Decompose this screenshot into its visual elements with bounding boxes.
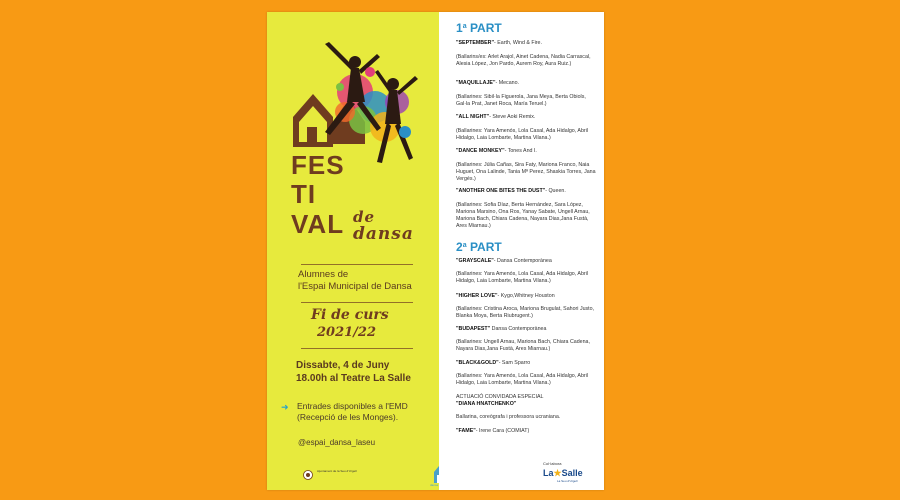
divider-bottom (301, 348, 413, 349)
title-word-2: TI (291, 179, 317, 209)
song-artist: Dansa Contemporànea (490, 326, 547, 332)
dancers-list: (Ballarines: Sibil·la Figuerola, Jana Meya, Berta Obiols, Gal·la Prat, Janet Roca, María Teruel.) (456, 94, 586, 108)
title-word-1: FES (291, 150, 345, 180)
event-date (296, 359, 436, 385)
song-entry (456, 80, 600, 87)
dancers-list: (Ballarines: Cristina Aroca, Mariona Brugulat, Sahori Justo, Blanka Moya, Berta Riubrugent.) (456, 306, 595, 320)
course-year: 2021/22 (317, 325, 377, 340)
song-title: "HIGHER LOVE" (456, 293, 498, 299)
part-2-sup: a (462, 242, 467, 249)
song-title: "GRAYSCALE" (456, 258, 494, 264)
part-1-sup: a (462, 23, 467, 30)
star-icon: ★ (553, 468, 562, 478)
tickets-line-1: Entrades disponibles a l'EMD (297, 401, 408, 411)
divider-middle (301, 302, 413, 303)
city-seal-text: Ajuntament de la Seu d'Urgell (317, 469, 357, 473)
part-1-heading (456, 21, 502, 35)
song-artist: - Earth, Wind & Fire. (494, 40, 542, 46)
fi-de-curs: Fi de curs (311, 307, 389, 323)
title-de: de (353, 208, 376, 226)
song-entry (456, 40, 600, 47)
song-title: "ALL NIGHT" (456, 114, 490, 120)
guest-name: "DIANA HNATCHENKO" (456, 401, 517, 407)
divider-top (301, 264, 413, 265)
song-artist: - Queen. (545, 188, 566, 194)
date-line-1: Dissabte, 4 de Juny (296, 360, 390, 371)
song-artist: - Kygo,Whitney Houston (497, 293, 555, 299)
song-artist: - Mecano. (495, 80, 520, 86)
tickets-line-2: (Recepció de les Monges). (297, 412, 399, 423)
song-entry (456, 428, 600, 435)
la-salle-subtitle: La Seu d'Urgell (557, 479, 578, 483)
dancers-list: (Ballarines: Yara Amenós, Lola Casal, Ada Hidalgo, Abril Hidalgo, Laia Lombarte, Martina Vilana.) (456, 128, 589, 142)
dancers-list: (Ballarines: Júlia Cañas, Sira Faty, Mariona Franco, Naia Huguet, Ona Lalinde, Tania Mª Perez, Shaskia Torres, Jana Vergés.) (456, 162, 596, 183)
song-entry (456, 360, 600, 367)
date-line-2: 18.00h al Teatre La Salle (296, 373, 411, 384)
instagram-handle[interactable]: @espai_dansa_laseu (298, 438, 376, 447)
song-entry (456, 401, 600, 408)
la-salle-name: Salle (561, 468, 583, 478)
title-dansa: dansa (353, 224, 414, 244)
title-word-3: VAL (291, 209, 345, 239)
program-panel (439, 12, 604, 490)
song-entry (456, 188, 600, 195)
song-title: "SEPTEMBER" (456, 40, 494, 46)
arrow-right-icon: ➜ (281, 402, 289, 412)
dancers-list: (Ballarines: Yara Amenós, Lola Casal, Ada Hidalgo, Abril Hidalgo, Laia Lombarte, Martina Vilana.) (456, 271, 589, 285)
song-title: "FAME" (456, 428, 476, 434)
tickets-info (297, 401, 437, 423)
song-title: "DANCE MONKEY" (456, 148, 505, 154)
song-artist: - Steve Aoki Remix. (489, 114, 536, 120)
song-title: "MAQUILLAJE" (456, 80, 496, 86)
part-2-heading (456, 240, 502, 254)
dancers-list: (Ballarins/es: Arlet Arajol, Ainet Cadena, Nadia Carrascal, Alesia López, Jon Pardo, Aurem Roy, Aura Ruiz.) (456, 54, 591, 68)
song-entry (456, 114, 600, 121)
song-artist: - Dansa Contemporànea (493, 258, 552, 264)
song-title: "BLACK&GOLD" (456, 360, 499, 366)
song-artist: - Tones And I. (504, 148, 537, 154)
dancers-list: (Ballarines: Ungell Arnau, Mariona Bach, Chiara Cadena, Nayara Dias,Jana Fustà, Ares Miarnau.) (456, 339, 590, 353)
collabora-label: Col·labora (543, 461, 562, 466)
students-line-2: l'Espai Municipal de Dansa (298, 281, 412, 293)
song-entry (456, 258, 600, 265)
part-2-word: PART (469, 240, 502, 254)
song-title: "BUDAPEST" (456, 326, 491, 332)
song-entry (456, 293, 600, 300)
dancers-list: (Ballarines: Yara Amenós, Lola Casal, Ada Hidalgo, Abril Hidalgo, Laia Lombarte, Martina Vilana.) (456, 373, 589, 387)
song-entry (456, 326, 600, 333)
event-poster (267, 12, 604, 490)
students-line-1: Alumnes de (298, 269, 349, 280)
dancers-list: (Ballarines: Sofia Díaz, Berta Hernández, Sara López, Mariona Marsino, Ona Ros, Yanay Sabate, Ungell Arnau, Mariona Bach, Chiara Cadena, Nayara Dias,Jana Fustà, Ares Miarnau.) (456, 202, 590, 230)
la-salle-la: La (543, 468, 554, 478)
part-1-number: 1 (456, 21, 463, 35)
la-salle-logo (543, 468, 583, 479)
dansa-logo-text: dansa (430, 483, 439, 487)
part-1-word: PART (469, 21, 502, 35)
song-artist: - Sam Sparro (498, 360, 531, 366)
song-entry (456, 148, 600, 155)
guest-description: Ballarina, coreògrafa i professora ucraniana. (456, 414, 561, 420)
song-title: "ANOTHER ONE BITES THE DUST" (456, 188, 546, 194)
city-seal-icon (303, 470, 313, 480)
song-artist: - Irene Cara (COMIAT) (475, 428, 530, 434)
poster-left-panel (267, 12, 439, 490)
students-text (298, 269, 438, 294)
guest-label: ACTUACIÓ CONVIDADA ESPECIAL (456, 394, 544, 400)
part-2-number: 2 (456, 240, 463, 254)
